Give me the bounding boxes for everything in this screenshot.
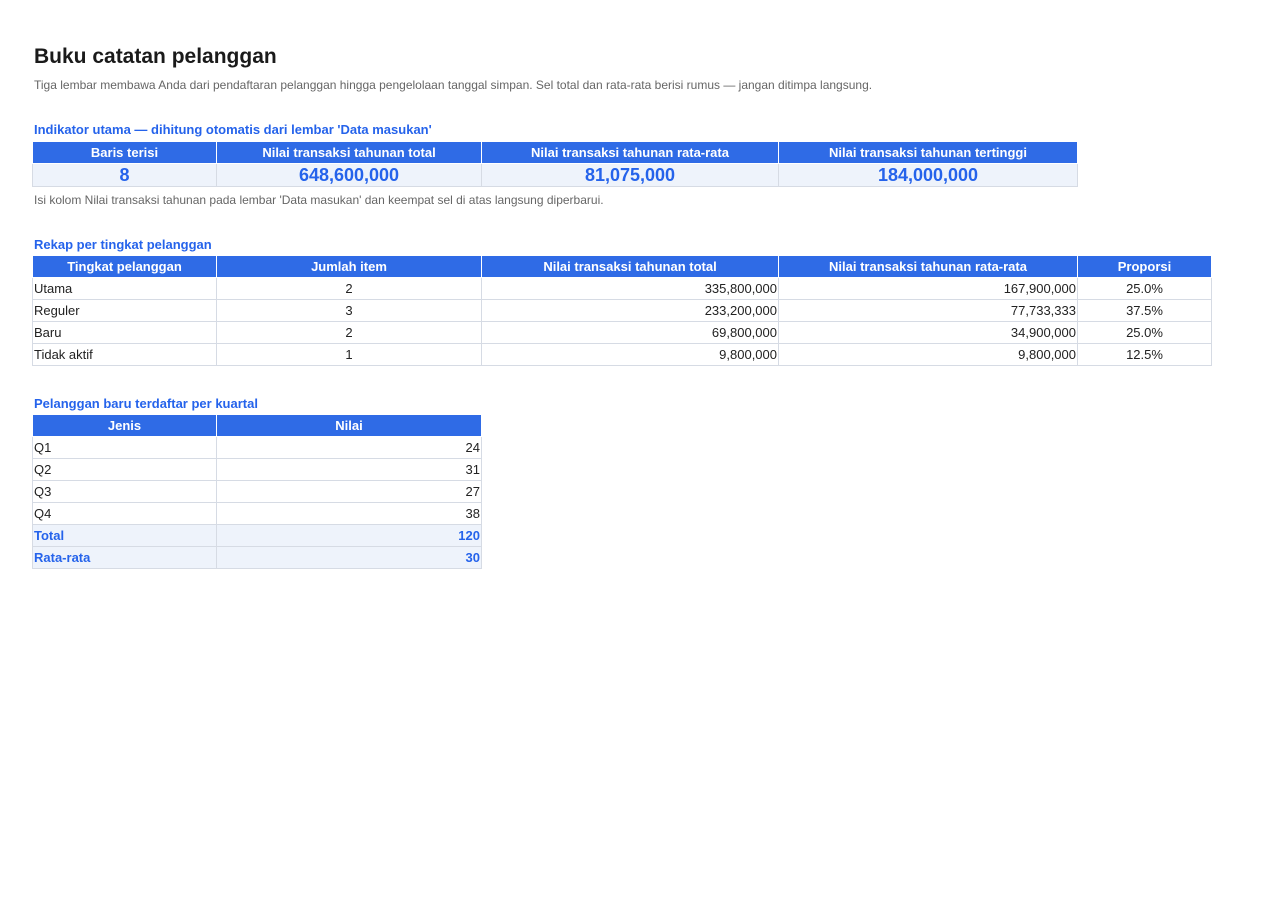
quarterly-cell-value[interactable]: 24 <box>217 437 482 459</box>
kpi-header-total: Nilai transaksi tahunan total <box>217 142 482 164</box>
quarterly-average-label[interactable]: Rata-rata <box>33 547 217 569</box>
recap-cell-total[interactable]: 233,200,000 <box>482 300 779 322</box>
kpi-note: Isi kolom Nilai transaksi tahunan pada lembar 'Data masukan' dan keempat sel di atas langsung diperbarui. <box>34 193 604 207</box>
quarterly-header-type: Jenis <box>33 415 217 437</box>
quarterly-cell-type[interactable]: Q2 <box>33 459 217 481</box>
recap-header-row <box>33 256 1212 278</box>
quarterly-cell-type[interactable]: Q4 <box>33 503 217 525</box>
quarterly-cell-type[interactable]: Q3 <box>33 481 217 503</box>
recap-cell-proportion[interactable]: 25.0% <box>1078 278 1212 300</box>
quarterly-header-row <box>33 415 482 437</box>
kpi-value-average[interactable]: 81,075,000 <box>482 164 779 187</box>
recap-header-average: Nilai transaksi tahunan rata-rata <box>779 256 1078 278</box>
kpi-header-max: Nilai transaksi tahunan tertinggi <box>779 142 1078 164</box>
quarterly-table <box>32 414 482 569</box>
quarterly-total-label[interactable]: Total <box>33 525 217 547</box>
page-header <box>34 44 872 93</box>
recap-cell-average[interactable]: 167,900,000 <box>779 278 1078 300</box>
recap-cell-total[interactable]: 69,800,000 <box>482 322 779 344</box>
page-subtitle: Tiga lembar membawa Anda dari pendaftaran pelanggan hingga pengelolaan tanggal simpan. Sel total dan rata-rata berisi rumus — jangan ditimpa langsung. <box>34 78 873 92</box>
quarterly-cell-type[interactable]: Q1 <box>33 437 217 459</box>
quarterly-heading: Pelanggan baru terdaftar per kuartal <box>34 396 258 411</box>
quarterly-cell-value[interactable]: 38 <box>217 503 482 525</box>
quarterly-average-row <box>33 547 482 569</box>
recap-cell-total[interactable]: 9,800,000 <box>482 344 779 366</box>
recap-header-total: Nilai transaksi tahunan total <box>482 256 779 278</box>
recap-cell-tier[interactable]: Baru <box>33 322 217 344</box>
recap-cell-count[interactable]: 1 <box>217 344 482 366</box>
kpi-value-rows[interactable]: 8 <box>33 164 217 187</box>
table-row <box>33 300 1212 322</box>
recap-cell-average[interactable]: 9,800,000 <box>779 344 1078 366</box>
recap-table <box>32 255 1212 366</box>
quarterly-header-value: Nilai <box>217 415 482 437</box>
table-row <box>33 481 482 503</box>
recap-cell-average[interactable]: 34,900,000 <box>779 322 1078 344</box>
recap-header-count: Jumlah item <box>217 256 482 278</box>
recap-cell-count[interactable]: 2 <box>217 322 482 344</box>
page-title: Buku catatan pelanggan <box>34 45 277 68</box>
kpi-value-row <box>33 164 1078 187</box>
kpi-header-row <box>33 142 1078 164</box>
recap-cell-average[interactable]: 77,733,333 <box>779 300 1078 322</box>
table-row <box>33 322 1212 344</box>
recap-cell-tier[interactable]: Tidak aktif <box>33 344 217 366</box>
table-row <box>33 459 482 481</box>
kpi-table <box>32 141 1078 187</box>
kpi-header-average: Nilai transaksi tahunan rata-rata <box>482 142 779 164</box>
recap-heading: Rekap per tingkat pelanggan <box>34 237 212 252</box>
recap-header-tier: Tingkat pelanggan <box>33 256 217 278</box>
table-row <box>33 278 1212 300</box>
table-row <box>33 344 1212 366</box>
recap-cell-proportion[interactable]: 12.5% <box>1078 344 1212 366</box>
quarterly-total-row <box>33 525 482 547</box>
kpi-value-max[interactable]: 184,000,000 <box>779 164 1078 187</box>
recap-cell-count[interactable]: 2 <box>217 278 482 300</box>
recap-cell-total[interactable]: 335,800,000 <box>482 278 779 300</box>
recap-cell-tier[interactable]: Utama <box>33 278 217 300</box>
table-row <box>33 503 482 525</box>
quarterly-total-value[interactable]: 120 <box>217 525 482 547</box>
recap-cell-proportion[interactable]: 37.5% <box>1078 300 1212 322</box>
quarterly-average-value[interactable]: 30 <box>217 547 482 569</box>
table-row <box>33 437 482 459</box>
recap-header-proportion: Proporsi <box>1078 256 1212 278</box>
recap-cell-count[interactable]: 3 <box>217 300 482 322</box>
quarterly-cell-value[interactable]: 27 <box>217 481 482 503</box>
kpi-heading: Indikator utama — dihitung otomatis dari lembar 'Data masukan' <box>34 122 432 137</box>
quarterly-cell-value[interactable]: 31 <box>217 459 482 481</box>
recap-cell-tier[interactable]: Reguler <box>33 300 217 322</box>
kpi-header-rows: Baris terisi <box>33 142 217 164</box>
kpi-value-total[interactable]: 648,600,000 <box>217 164 482 187</box>
recap-cell-proportion[interactable]: 25.0% <box>1078 322 1212 344</box>
